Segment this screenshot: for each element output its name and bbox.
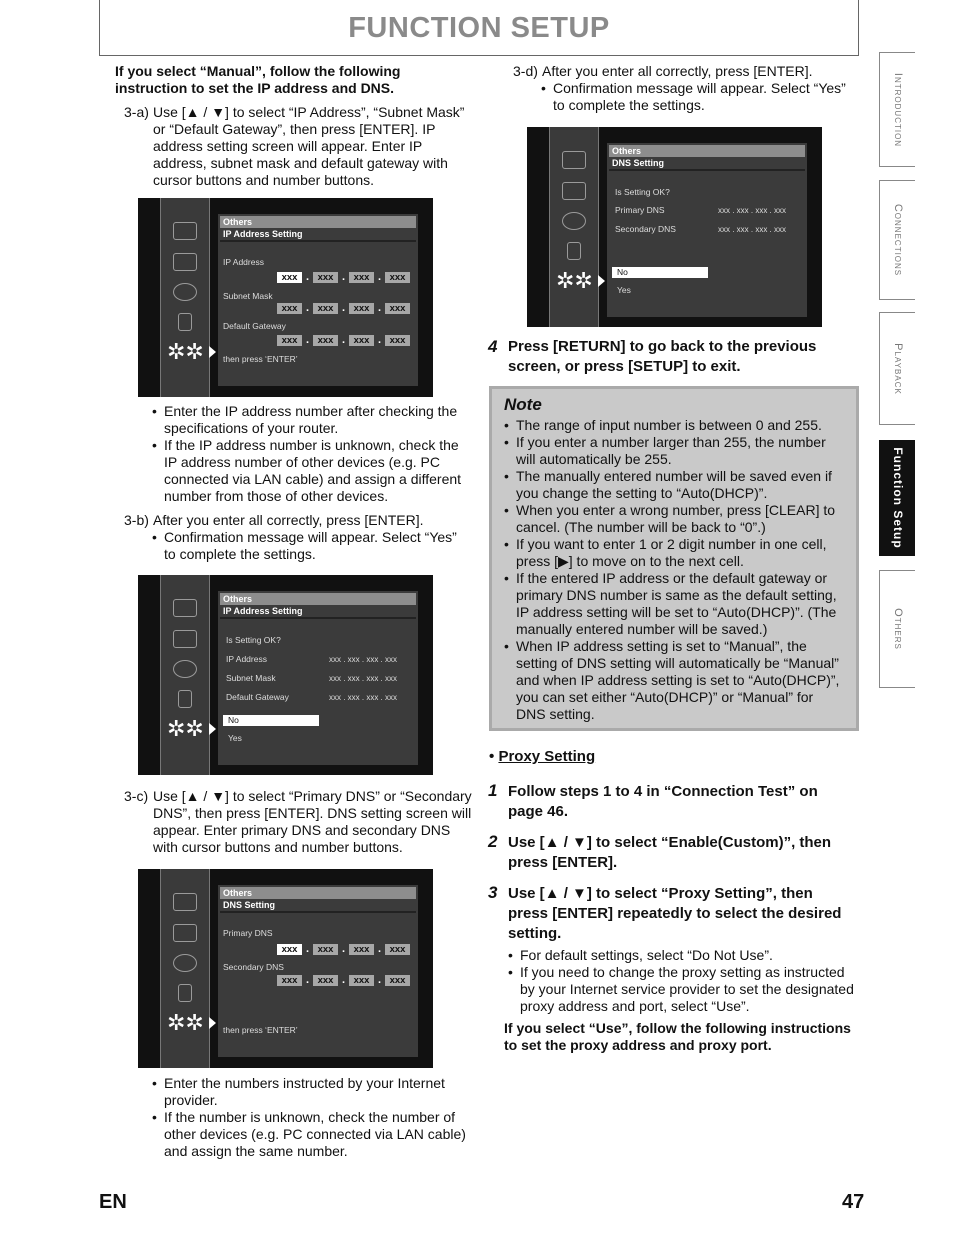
field-label: Default Gateway <box>223 321 286 331</box>
bullets-3b <box>152 529 467 563</box>
list-item: • If the IP address number is unknown, check the IP address number of other devices (e.g. PC connected via LAN cable) and assign a different number from those of other devices. <box>152 437 467 505</box>
confirm-question: Is Setting OK? <box>615 187 670 197</box>
audio-icon <box>173 660 197 678</box>
ip-cell[interactable]: xxx <box>349 944 374 955</box>
tab-function-setup[interactable]: Function Setup <box>879 440 915 556</box>
proxy-step-3-number: 3 <box>488 883 498 902</box>
manual-intro: If you select “Manual”, follow the following instruction to set the IP address and DNS. <box>115 63 401 96</box>
field-label: IP Address <box>223 257 264 267</box>
subnet-mask-cells: xxx . xxx . xxx . xxx <box>277 303 410 315</box>
bullets-3c <box>152 1075 467 1160</box>
ip-cell[interactable]: xxx <box>277 944 302 955</box>
dns-entry-screen <box>138 869 433 1068</box>
submenu-header: IP Address Setting <box>223 606 303 616</box>
field-label: Primary DNS <box>223 928 273 938</box>
ip-cell[interactable]: xxx <box>313 335 338 346</box>
proxy-step-1-text: Follow steps 1 to 4 in “Connection Test” on page 46. <box>508 783 818 820</box>
cursor-arrow-icon <box>209 346 216 358</box>
list-item: • Confirmation message will appear. Select “Yes” to complete the settings. <box>152 529 467 563</box>
enter-hint: then press ‘ENTER’ <box>223 354 298 364</box>
ip-cell[interactable]: xxx <box>349 975 374 986</box>
row-label: Subnet Mask <box>226 673 276 683</box>
step-3c-text: Use [▲ / ▼] to select “Primary DNS” or “Secondary DNS”, then press [ENTER]. DNS setting screen will appear. Enter primary DNS and secondary DNS with cursor buttons and number buttons. <box>153 788 472 855</box>
ip-cell[interactable]: xxx <box>277 272 302 283</box>
bullets-3a <box>152 403 467 505</box>
option-yes[interactable]: Yes <box>228 733 242 743</box>
row-value: xxx . xxx . xxx . xxx <box>329 655 398 664</box>
ip-cell[interactable]: xxx <box>313 975 338 986</box>
gear-icon: ✲✲ <box>167 716 204 741</box>
proxy-setting-heading: • Proxy Setting <box>489 748 596 765</box>
note-item: • If you want to enter 1 or 2 digit number in one cell, press [▶] to move on to the next cell. <box>504 536 846 570</box>
menu-header: Others <box>220 593 416 605</box>
proxy-step-1-number: 1 <box>488 781 498 800</box>
step-3d-label: 3-d) <box>513 63 538 79</box>
note-title: Note <box>504 395 542 414</box>
note-item: • If you enter a number larger than 255, the number will automatically be 255. <box>504 434 846 468</box>
tab-playback[interactable]: Playback <box>879 312 915 425</box>
enter-hint: then press ‘ENTER’ <box>223 1025 298 1035</box>
step-3c-label: 3-c) <box>124 788 149 804</box>
gear-icon: ✲✲ <box>556 268 593 293</box>
ip-cell[interactable]: xxx <box>385 944 410 955</box>
note-box <box>489 386 859 731</box>
ip-address-confirm-screen <box>138 575 433 775</box>
step-3b-label: 3-b) <box>124 512 149 528</box>
ip-cell[interactable]: xxx <box>349 335 374 346</box>
gear-icon: ✲✲ <box>167 339 204 364</box>
ip-cell[interactable]: xxx <box>313 303 338 314</box>
lock-icon <box>178 690 192 708</box>
page-number: 47 <box>842 1191 865 1213</box>
row-value: xxx . xxx . xxx . xxx <box>329 674 398 683</box>
tab-introduction[interactable]: Introduction <box>879 52 915 167</box>
note-item: • The manually entered number will be saved even if you change the setting to “Auto(DHCP)”. <box>504 468 846 502</box>
step-3b-text: After you enter all correctly, press [ENTER]. <box>153 512 424 528</box>
row-label: Primary DNS <box>615 205 665 215</box>
menu-icon-bar <box>160 869 210 1068</box>
settings-panel <box>218 591 418 765</box>
network-icon <box>173 599 197 617</box>
step-4-text: Press [RETURN] to go back to the previous screen, or press [SETUP] to exit. <box>508 338 817 375</box>
tab-connections[interactable]: Connections <box>879 180 915 300</box>
ip-cell[interactable]: xxx <box>385 335 410 346</box>
row-label: Secondary DNS <box>615 224 676 234</box>
title-box <box>99 0 859 56</box>
lock-icon <box>567 242 581 260</box>
ip-cell[interactable]: xxx <box>277 335 302 346</box>
row-value: xxx . xxx . xxx . xxx <box>718 225 787 234</box>
ip-cell[interactable]: xxx <box>313 272 338 283</box>
field-label: Secondary DNS <box>223 962 284 972</box>
default-gateway-cells: xxx . xxx . xxx . xxx <box>277 335 410 347</box>
bullets-proxy <box>508 947 856 1015</box>
display-icon <box>173 253 197 271</box>
proxy-step-2-text: Use [▲ / ▼] to select “Enable(Custom)”, then press [ENTER]. <box>508 834 832 871</box>
note-item: • When you enter a wrong number, press [CLEAR] to cancel. (The number will be back to “0”.) <box>504 502 846 536</box>
ip-cell[interactable]: xxx <box>385 975 410 986</box>
cursor-arrow-icon <box>209 723 216 735</box>
settings-panel <box>218 214 418 386</box>
ip-cell[interactable]: xxx <box>385 272 410 283</box>
ip-cell[interactable]: xxx <box>385 303 410 314</box>
ip-cell[interactable]: xxx <box>277 975 302 986</box>
option-no[interactable]: No <box>223 715 319 726</box>
proxy-outro: If you select “Use”, follow the following instructions to set the proxy address and proxy port. <box>504 1020 851 1053</box>
option-no[interactable]: No <box>612 267 708 278</box>
list-item: • Enter the IP address number after checking the specifications of your router. <box>152 403 467 437</box>
proxy-step-3-text: Use [▲ / ▼] to select “Proxy Setting”, then press [ENTER] repeatedly to select the desired setting. <box>508 885 842 942</box>
network-icon <box>173 893 197 911</box>
ip-cell[interactable]: xxx <box>349 272 374 283</box>
audio-icon <box>173 283 197 301</box>
list-item: • For default settings, select “Do Not Use”. <box>508 947 856 964</box>
settings-panel <box>607 143 807 317</box>
step-3a-text: Use [▲ / ▼] to select “IP Address”, “Subnet Mask” or “Default Gateway”, then press [ENTER]. IP address setting screen will appear. Enter IP address, subnet mask and default gateway with cursor buttons and number buttons. <box>153 104 465 188</box>
menu-icon-bar <box>160 198 210 397</box>
list-item: • If the number is unknown, check the number of other devices (e.g. PC connected via LAN cable) and assign the same number. <box>152 1109 467 1160</box>
menu-header: Others <box>609 145 805 157</box>
settings-panel <box>218 885 418 1057</box>
network-icon <box>173 222 197 240</box>
menu-header: Others <box>220 216 416 228</box>
list-item: • Confirmation message will appear. Select “Yes” to complete the settings. <box>541 80 856 114</box>
display-icon <box>562 182 586 200</box>
network-icon <box>562 151 586 169</box>
display-icon <box>173 630 197 648</box>
option-yes[interactable]: Yes <box>617 285 631 295</box>
step-3d-text: After you enter all correctly, press [ENTER]. <box>542 63 813 79</box>
confirm-question: Is Setting OK? <box>226 635 281 645</box>
note-item: • The range of input number is between 0 and 255. <box>504 417 846 434</box>
ip-cell[interactable]: xxx <box>277 303 302 314</box>
ip-address-entry-screen <box>138 198 433 397</box>
language-label: EN <box>99 1191 127 1213</box>
row-value: xxx . xxx . xxx . xxx <box>329 693 398 702</box>
step-4-number: 4 <box>488 337 498 356</box>
step-3a-label: 3-a) <box>124 104 149 120</box>
field-label: Subnet Mask <box>223 291 273 301</box>
row-label: Default Gateway <box>226 692 289 702</box>
menu-icon-bar <box>160 575 210 775</box>
ip-cell[interactable]: xxx <box>349 303 374 314</box>
list-item: • If you need to change the proxy setting as instructed by your Internet service provider to set the designated proxy address and port, select “Use”. <box>508 964 856 1015</box>
menu-header: Others <box>220 887 416 899</box>
audio-icon <box>173 954 197 972</box>
lock-icon <box>178 984 192 1002</box>
note-item: • When IP address setting is set to “Manual”, the setting of DNS setting will automatically be “Manual” and when IP address setting is set to “Auto(DHCP)”, you can set either “Auto(DHCP)” or “Manual” for DNS setting. <box>504 638 846 723</box>
page-title: FUNCTION SETUP <box>348 12 610 44</box>
dns-confirm-screen <box>527 127 822 327</box>
row-value: xxx . xxx . xxx . xxx <box>718 206 787 215</box>
gear-icon: ✲✲ <box>167 1010 204 1035</box>
display-icon <box>173 924 197 942</box>
primary-dns-cells: xxx . xxx . xxx . xxx <box>277 944 410 956</box>
submenu-header: DNS Setting <box>223 900 276 910</box>
submenu-header: DNS Setting <box>612 158 665 168</box>
row-label: IP Address <box>226 654 267 664</box>
ip-address-cells: xxx . xxx . xxx . xxx <box>277 272 410 284</box>
note-item: • If the entered IP address or the default gateway or primary DNS number is same as the default setting, IP address setting will be set to “Auto(DHCP)”. (The manually entered number will be saved.) <box>504 570 846 638</box>
ip-cell[interactable]: xxx <box>313 944 338 955</box>
submenu-header: IP Address Setting <box>223 229 303 239</box>
proxy-step-2-number: 2 <box>488 832 498 851</box>
note-list <box>504 417 846 723</box>
lock-icon <box>178 313 192 331</box>
audio-icon <box>562 212 586 230</box>
cursor-arrow-icon <box>598 275 605 287</box>
menu-icon-bar <box>549 127 599 327</box>
secondary-dns-cells: xxx . xxx . xxx . xxx <box>277 975 410 987</box>
bullets-3d <box>541 80 856 114</box>
list-item: • Enter the numbers instructed by your Internet provider. <box>152 1075 467 1109</box>
tab-others[interactable]: Others <box>879 570 915 688</box>
cursor-arrow-icon <box>209 1017 216 1029</box>
